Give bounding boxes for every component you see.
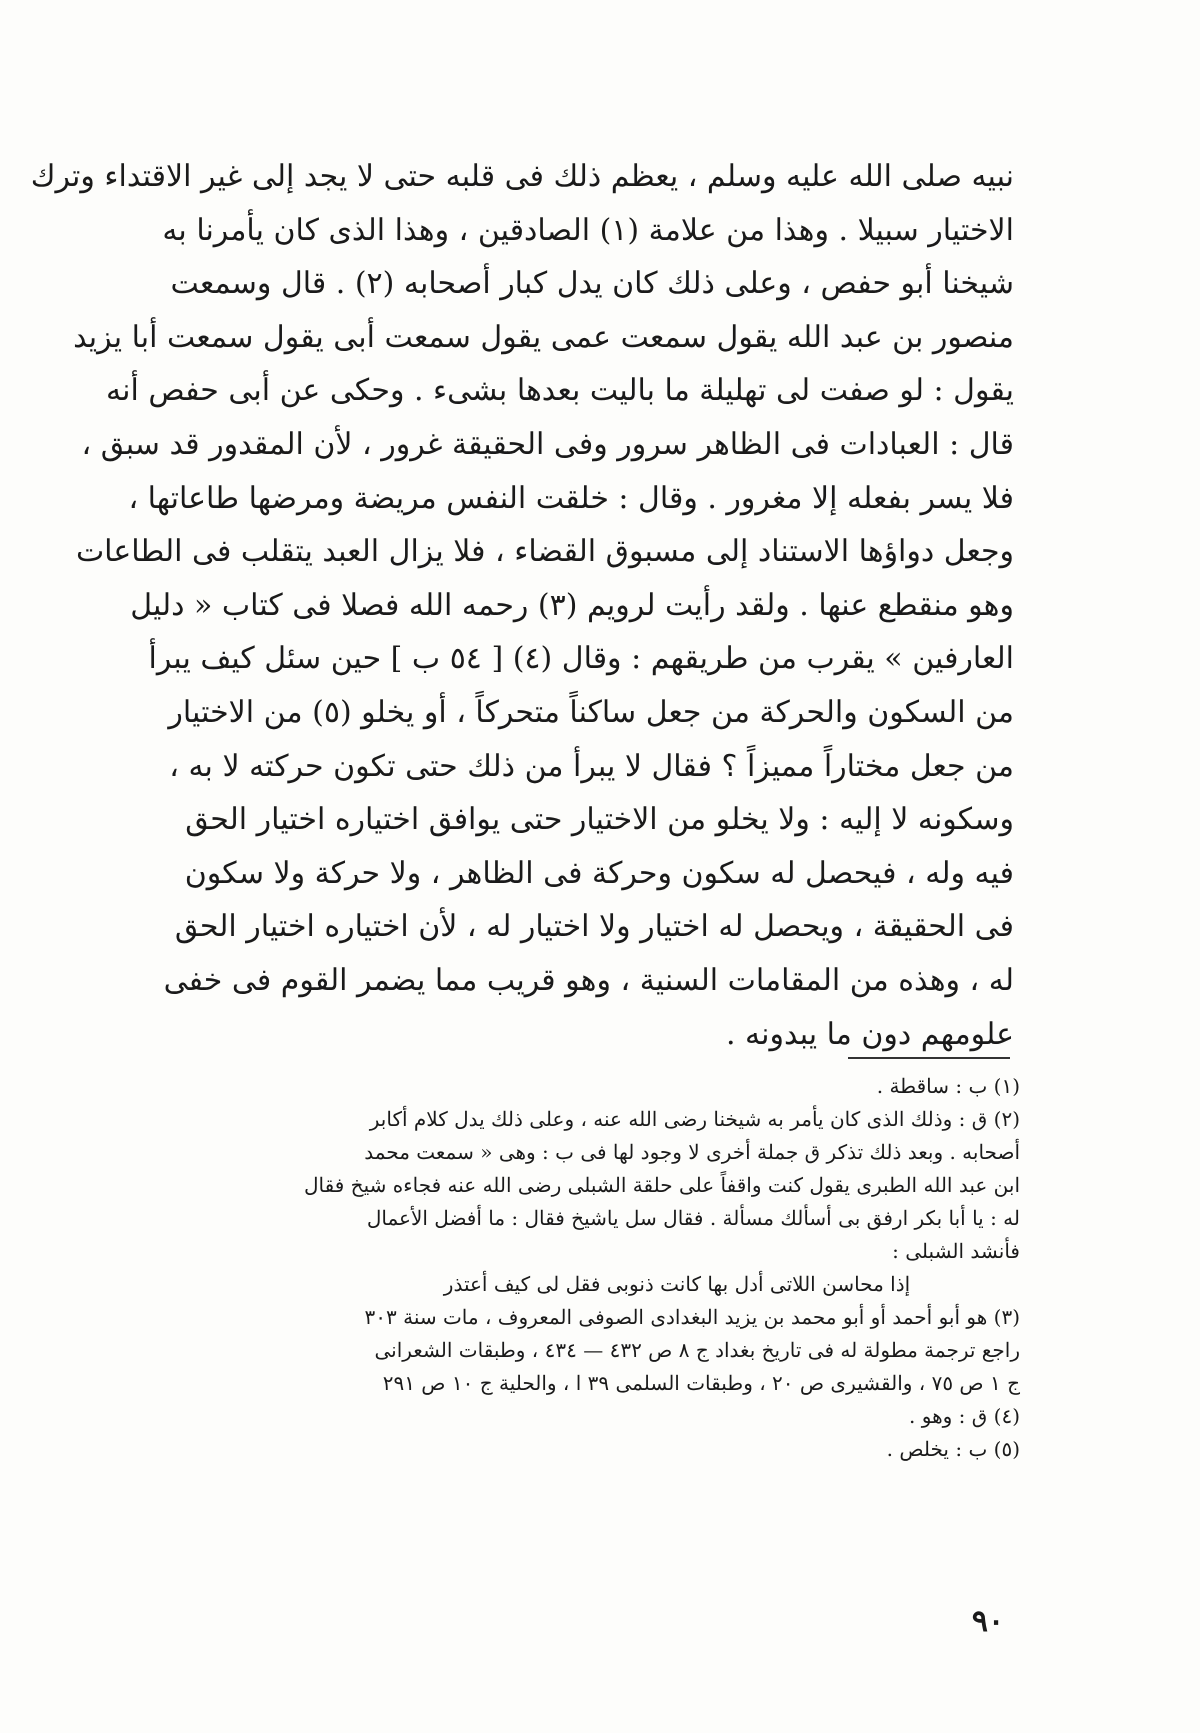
footnote-divider [848,1057,1010,1059]
footnote-line: (١) ب : ساقطة . [876,1074,1020,1098]
page-number: ٩٠ [971,1604,1005,1639]
text-line: له ، وهذه من المقامات السنية ، وهو قريب مما يضمر القوم فى خفى [163,962,1014,998]
footnote-line: ابن عبد الله الطبرى يقول كنت واقفاً على حلقة الشبلى رضى الله عنه فجاءه شيخ فقال [304,1173,1020,1197]
text-line: الاختيار سبيلا . وهذا من علامة (١) الصادقين ، وهذا الذى كان يأمرنا به [162,212,1014,248]
text-line: من السكون والحركة من جعل ساكناً متحركاً ، أو يخلو (٥) من الاختيار [168,694,1014,730]
footnotes-section [214,1070,1020,1466]
footnote-poem-verse: إذا محاسن اللاتى أدل بها كانت ذنوبى فقل لى كيف أعتذر [443,1272,911,1296]
text-line: نبيه صلى الله عليه وسلم ، يعظم ذلك فى قلبه حتى لا يجد إلى غير الاقتداء وترك [30,159,1014,194]
footnote-line: ج ١ ص ٧٥ ، والقشيرى ص ٢٠ ، وطبقات السلمى ٣٩ ا ، والحلية ج ١٠ ص ٢٩١ [382,1371,1020,1395]
text-line: منصور بن عبد الله يقول سمعت عمى يقول سمعت أبى يقول سمعت أبا يزيد [73,319,1014,355]
text-line: وهو منقطع عنها . ولقد رأيت لرويم (٣) رحمه الله فصلا فى كتاب « دليل [130,587,1014,623]
main-text-body [30,150,1014,1061]
footnote-line: (٥) ب : يخلص . [886,1437,1020,1461]
text-line: فى الحقيقة ، ويحصل له اختيار ولا اختيار له ، لأن اختياره اختيار الحق [174,909,1014,945]
text-line: يقول : لو صفت لى تهليلة ما باليت بعدها بشىء . وحكى عن أبى حفص أنه [106,373,1014,409]
footnote-line: (٤) ق : وهو . [909,1404,1020,1428]
footnote-line: راجع ترجمة مطولة له فى تاريخ بغداد ج ٨ ص ٤٣٢ — ٤٣٤ ، وطبقات الشعرانى [374,1338,1020,1362]
text-line: علومهم دون ما يبدونه . [725,1016,1014,1052]
footnote-line: أصحابه . وبعد ذلك تذكر ق جملة أخرى لا وجود لها فى ب : وهى « سمعت محمد [364,1140,1020,1164]
text-line: قال : العبادات فى الظاهر سرور وفى الحقيقة غرور ، لأن المقدور قد سبق ، [81,426,1014,462]
text-line: العارفين » يقرب من طريقهم : وقال (٤) [ ٥٤ ب ] حين سئل كيف يبرأ [148,641,1014,677]
footnote-line: فأنشد الشبلى : [892,1239,1020,1263]
footnote-line: له : يا أبا بكر ارفق بى أسألك مسألة . فقال سل ياشيخ فقال : ما أفضل الأعمال [366,1206,1020,1230]
text-line: وسكونه لا إليه : ولا يخلو من الاختيار حتى يوافق اختياره اختيار الحق [185,802,1014,838]
text-line: من جعل مختاراً مميزاً ؟ فقال لا يبرأ من ذلك حتى تكون حركته لا به ، [169,748,1014,784]
text-line: شيخنا أبو حفص ، وعلى ذلك كان يدل كبار أصحابه (٢) . قال وسمعت [170,266,1014,302]
footnote-line: (٢) ق : وذلك الذى كان يأمر به شيخنا رضى الله عنه ، وعلى ذلك يدل كلام أكابر [369,1107,1020,1131]
text-line: فلا يسر بفعله إلا مغرور . وقال : خلقت النفس مريضة ومرضها طاعاتها ، [128,480,1014,516]
text-line: فيه وله ، فيحصل له سكون وحركة فى الظاهر ، ولا حركة ولا سكون [184,855,1014,891]
text-line: وجعل دواؤها الاستناد إلى مسبوق القضاء ، فلا يزال العبد يتقلب فى الطاعات [75,534,1014,570]
footnote-line: (٣) هو أبو أحمد أو أبو محمد بن يزيد البغدادى الصوفى المعروف ، مات سنة ٣٠٣ [364,1305,1020,1329]
